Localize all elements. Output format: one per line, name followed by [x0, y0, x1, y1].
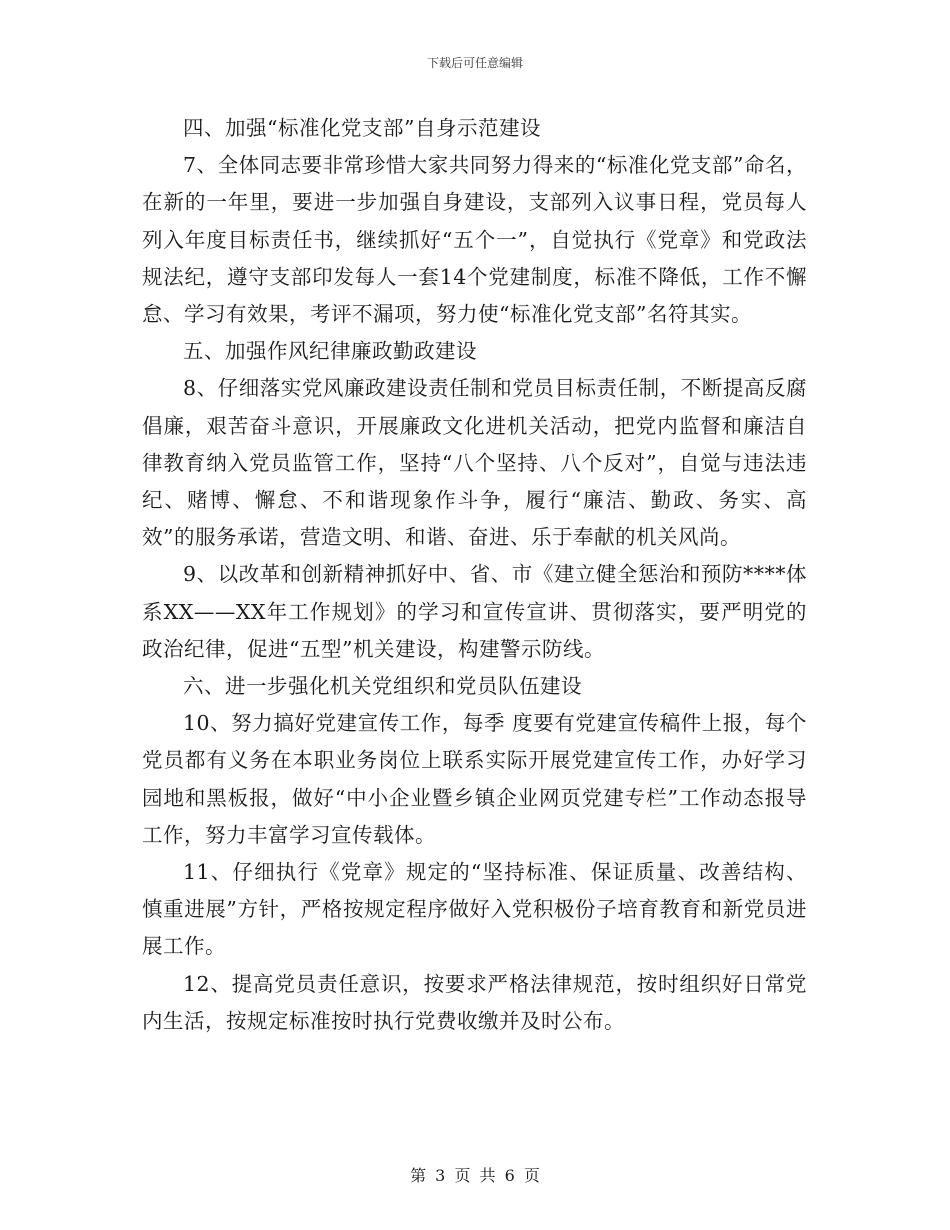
page-number: 第 3 页 共 6 页 — [410, 1166, 540, 1185]
section-heading-6: 六、进一步强化机关党组织和党员队伍建设 — [183, 674, 582, 699]
paragraph-7: 7、全体同志要非常珍惜大家共同努力得来的“标准化党支部”命名，在新的一年里，要进一步加强自身建设，支部列入议事日程，党员每人列入年度目标责任书，继续抓好“五个一”，自觉执行《党章》和党政法规法纪，遵守支部印发每人一套14个党建制度，标准不降低，工作不懈怠、学习有效果，考评不漏项，努力使“标准化党支部”名符其实。 — [142, 153, 807, 327]
paragraph-11: 11、仔细执行《党章》规定的“坚持标准、保证质量、改善结构、慎重进展”方针，严格按规定程序做好入党积极份子培育教育和新党员进展工作。 — [142, 860, 807, 959]
section-heading-4: 四、加强“标准化党支部”自身示范建设 — [183, 116, 541, 140]
document-body — [142, 110, 807, 1040]
download-note: 下载后可任意编辑 — [426, 56, 523, 70]
paragraph-8: 8、仔细落实党风廉政建设责任制和党员目标责任制，不断提高反腐倡廉，艰苦奋斗意识，开展廉政文化进机关活动，把党内监督和廉洁自律教育纳入党员监管工作，坚持“八个坚持、八个反对”，自觉与违法违纪、赌博、懈怠、不和谐现象作斗争，履行“廉洁、勤政、务实、高效”的服务承诺，营造文明、和谐、奋进、乐于奉献的机关风尚。 — [142, 376, 807, 550]
paragraph-10: 10、努力搞好党建宣传工作，每季 度要有党建宣传稿件上报，每个党员都有义务在本职业务岗位上联系实际开展党建宣传工作，办好学习园地和黑板报，做好“中小企业暨乡镇企业网页党建专栏”工作动态报导工作，努力丰富学习宣传载体。 — [142, 711, 807, 847]
paragraph-9: 9、以改革和创新精神抓好中、省、市《建立健全惩治和预防****体系XX——XX年工作规划》的学习和宣传宣讲、贯彻落实，要严明党的政治纪律，促进“五型”机关建设，构建警示防线。 — [142, 562, 807, 661]
paragraph-12: 12、提高党员责任意识，按要求严格法律规范，按时组织好日常党内生活，按规定标准按时执行党费收缴并及时公布。 — [142, 971, 807, 1033]
section-heading-5: 五、加强作风纪律廉政勤政建设 — [183, 339, 477, 364]
